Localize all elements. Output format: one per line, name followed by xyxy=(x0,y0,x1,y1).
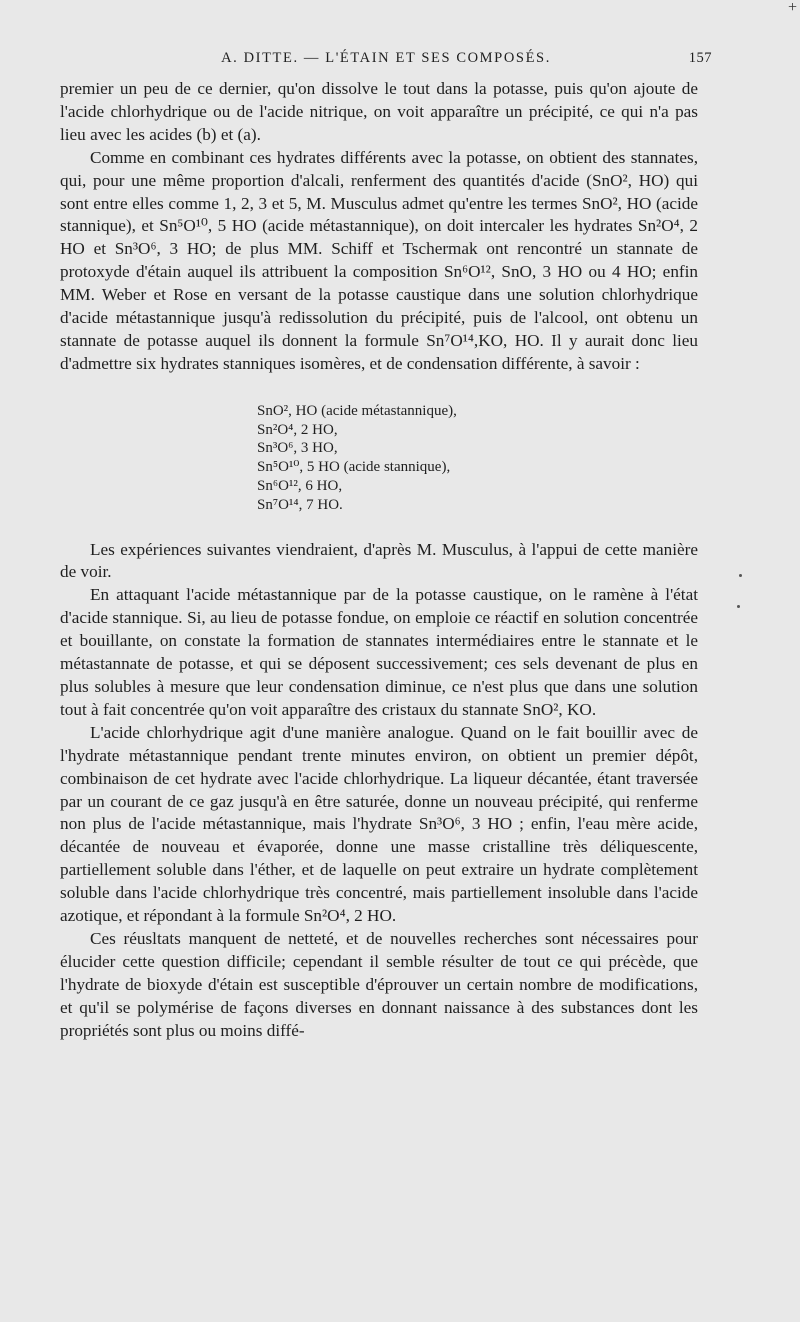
paragraph: Comme en combinant ces hydrates différents avec la potasse, on obtient des stannates, qui, pour une même proportion d'alcali, renferment des quantités d'acide (SnO², HO) qui sont entre elles comme 1, 2, 3 et 5, M. Musculus admet qu'entre les termes SnO², HO (acide stannique), et Sn⁵O¹⁰, 5 HO (acide métastannique), on doit intercaler les hydrates Sn²O⁴, 2 HO et Sn³O⁶, 3 HO; de plus MM. Schiff et Tschermak ont rencontré un stannate de protoxyde d'étain auquel ils attribuent la composition Sn⁶O¹², SnO, 3 HO ou 4 HO; enfin MM. Weber et Rose en versant de la potasse caustique dans une solution chlorhydrique d'acide métastannique jusqu'à redissolution du précipité, puis de l'alcool, ont obtenu un stannate de potasse auquel ils donnent la formule Sn⁷O¹⁴,KO, HO. Il y aurait donc lieu d'admettre six hydrates stanniques isomères, et de condensation différente, à savoir : xyxy=(60,147,698,373)
formula-item: Sn²O⁴, 2 HO, xyxy=(257,421,338,438)
paragraph: L'acide chlorhydrique agit d'une manière analogue. Quand on le fait bouillir avec de l'hydrate métastannique pendant trente minutes environ, on obtient un premier dépôt, combinaison de cet hydrate avec l'acide chlorhydrique. La liqueur décantée, étant traversée par un courant de ce gaz jusqu'à en être saturée, donne un nouveau précipité, qui renferme non plus de l'acide métastannique, mais l'hydrate Sn³O⁶, 3 HO ; enfin, l'eau mère acide, décantée de nouveau et évaporée, donne une masse cristalline très déliquescente, partiellement soluble dans l'éther, et de laquelle on peut extraire un hydrate complètement soluble dans l'acide chlorhydrique très concentré, mais partiellement insoluble dans l'acide azotique, et répondant à la formule Sn²O⁴, 2 HO. xyxy=(60,722,698,926)
formula-item: Sn³O⁶, 3 HO, xyxy=(257,440,338,457)
corner-mark: + xyxy=(788,0,798,16)
formula-item: Sn⁷O¹⁴, 7 HO. xyxy=(257,496,343,513)
paragraph: Ces réusltats manquent de netteté, et de nouvelles recherches sont nécessaires pour élucider cette question difficile; cependant il semble résulter de tout ce qui précède, que l'hydrate de bioxyde d'étain est susceptible d'éprouver un certain nombre de modifications, et qu'il se polymérise de façons diverses en donnant naissance à des substances dont les propriétés sont plus ou moins diffé- xyxy=(60,928,698,1040)
running-header xyxy=(60,50,712,74)
formula-item: SnO², HO (acide métastannique), xyxy=(257,402,457,419)
body-text xyxy=(60,78,698,1043)
running-title: A. DITTE. — L'ÉTAIN ET SES COMPOSÉS. xyxy=(221,50,551,66)
page-number: 157 xyxy=(688,50,712,66)
paragraph: En attaquant l'acide métastannique par de la potasse caustique, on le ramène à l'état d'acide stannique. Si, au lieu de potasse fondue, on emploie ce réactif en solution concentrée et bouillante, on constate la formation de stannates intermédiaires entre le stannate et le métastannate de potasse, et qui se déposent successivement; ces sels devenant de plus en plus solubles à mesure que leur condensation diminue, ce n'est plus que dans une solution tout à fait concentrée qu'on voit apparaître des cristaux du stannate SnO², KO. xyxy=(60,585,698,719)
paragraph: Les expériences suivantes viendraient, d'après M. Musculus, à l'appui de cette manière de voir. xyxy=(60,539,698,582)
margin-speck xyxy=(739,574,742,577)
paragraph: premier un peu de ce dernier, qu'on dissolve le tout dans la potasse, puis qu'on ajoute de l'acide chlorhydrique ou de l'acide nitrique, on voit apparaître un précipité, ce qui n'a pas lieu avec les acides (b) et (a). xyxy=(60,79,698,144)
formula-item: Sn⁶O¹², 6 HO, xyxy=(257,477,343,494)
margin-speck xyxy=(737,605,740,608)
formula-item: Sn⁵O¹⁰, 5 HO (acide stannique), xyxy=(257,459,451,476)
formula-list xyxy=(257,402,698,515)
